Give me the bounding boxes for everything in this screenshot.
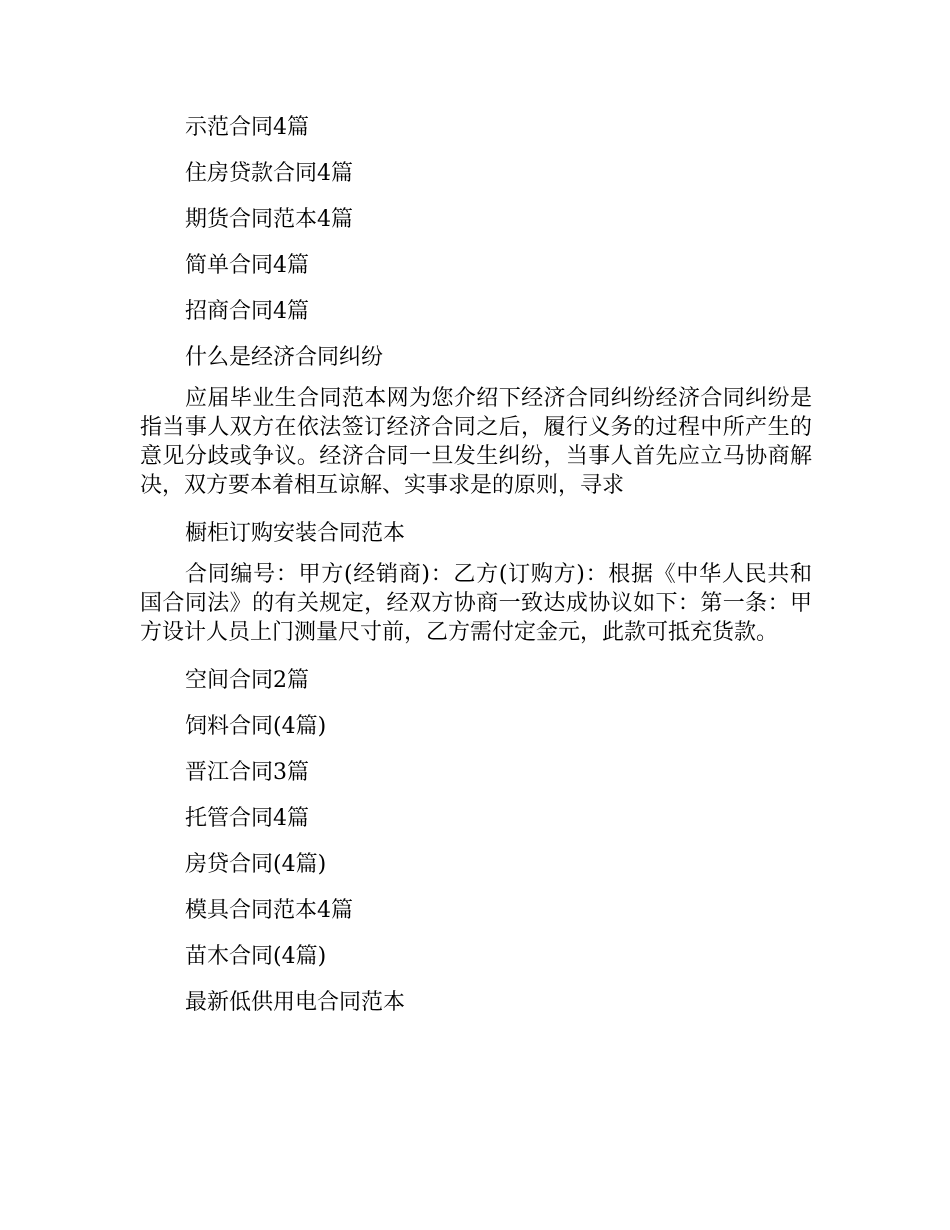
title-line: 橱柜订购安装合同范本 xyxy=(185,521,406,546)
title-line: 模具合同范本4篇 xyxy=(185,898,353,923)
title-line: 苗木合同(4篇) xyxy=(185,944,327,969)
title-line: 简单合同4篇 xyxy=(185,253,309,278)
title-line: 空间合同2篇 xyxy=(185,668,309,693)
title-line: 饲料合同(4篇) xyxy=(185,714,327,739)
title-line: 晋江合同3篇 xyxy=(185,760,309,785)
document-content xyxy=(140,108,812,1029)
body-paragraph: 合同编号：甲方(经销商)：乙方(订购方)：根据《中华人民共和国合同法》的有关规定，经双方协商一致达成协议如下：第一条：甲方设计人员上门测量尺寸前，乙方需付定金元，此款可抵充货款。 xyxy=(140,562,812,645)
title-line: 房贷合同(4篇) xyxy=(185,852,327,877)
title-line: 托管合同4篇 xyxy=(185,806,309,831)
title-line: 期货合同范本4篇 xyxy=(185,207,353,232)
title-line: 招商合同4篇 xyxy=(185,299,309,324)
title-line: 最新低供用电合同范本 xyxy=(185,990,406,1015)
body-paragraph: 应届毕业生合同范本网为您介绍下经济合同纠纷经济合同纠纷是指当事人双方在依法签订经济合同之后，履行义务的过程中所产生的意见分歧或争议。经济合同一旦发生纠纷，当事人首先应立马协商解决，双方要本着相互谅解、实事求是的原则，寻求 xyxy=(140,386,812,498)
title-line: 什么是经济合同纠纷 xyxy=(185,345,384,370)
title-line: 示范合同4篇 xyxy=(185,115,309,140)
title-line: 住房贷款合同4篇 xyxy=(185,161,353,186)
